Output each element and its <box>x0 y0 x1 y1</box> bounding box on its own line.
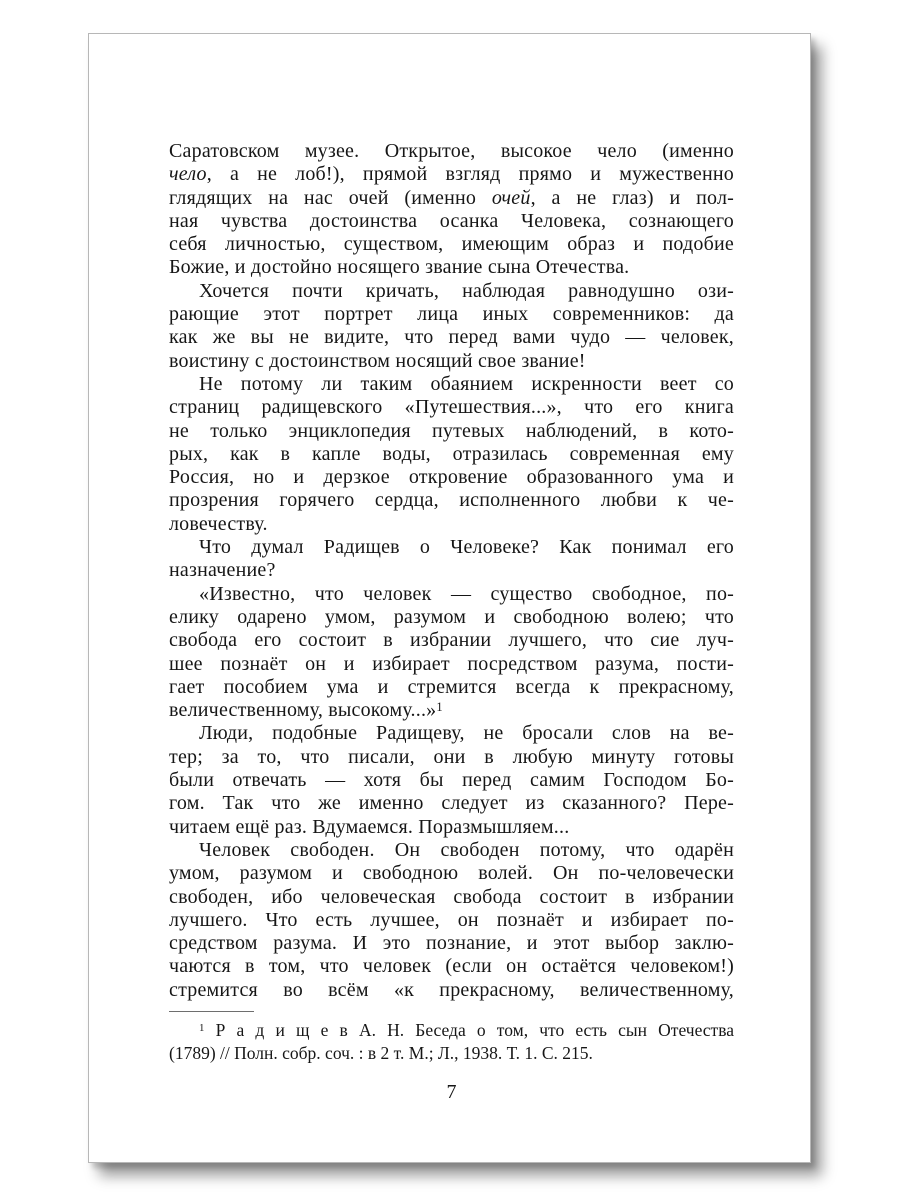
text-line: рающие этот портрет лица иных современников: да <box>169 303 734 326</box>
text-line: Не потому ли таким обаянием искренности веет со <box>199 372 734 395</box>
page-number: 7 <box>446 1080 457 1103</box>
text-line: рых, как в капле воды, отразилась современная ему <box>169 442 734 465</box>
text-line: «Известно, что человек — существо свободное, по- <box>199 582 734 605</box>
text-line: глядящих на нас очей (именно очей, а не глаз) и пол- <box>169 186 734 209</box>
text-line: тер; за то, что писали, они в любую минуту готовы <box>169 745 734 768</box>
footnote-text <box>169 1019 734 1065</box>
text-line: Человек свободен. Он свободен потому, что одарён <box>199 838 734 861</box>
text-line: Люди, подобные Радищеву, не бросали слов на ве- <box>199 722 734 745</box>
text-line: прозрения горячего сердца, исполненного любви к че- <box>169 489 734 512</box>
body-text <box>169 140 734 1002</box>
text-line: умом, разумом и свободною волей. Он по-человечески <box>169 862 734 885</box>
text-line: не только энциклопедия путевых наблюдений, в кото- <box>169 419 734 442</box>
text-line: ная чувства достоинства осанка Человека, сознающего <box>169 209 734 232</box>
text-line: лучшего. Что есть лучшее, он познаёт и избирает по- <box>169 908 734 931</box>
text-line: Саратовском музее. Открытое, высокое чело (именно <box>169 140 734 162</box>
text-line: $^1$ Р а д и щ е в А. Н. Беседа о том, что есть сын Отечества <box>199 1019 734 1040</box>
text-line: свобода его состоит в избрании лучшего, что сие луч- <box>169 629 734 652</box>
text-line: елику одарено умом, разумом и свободною волею; что <box>169 605 734 628</box>
text-line: были отвечать — хотя бы перед самим Господом Бо- <box>169 769 734 792</box>
text-line: чаются в том, что человек (если он остаётся человеком!) <box>169 955 734 978</box>
text-line: (1789) // Полн. собр. соч. : в 2 т. М.; Л., 1938. Т. 1. С. 215. <box>169 1042 593 1063</box>
text-line: как же вы не видите, что перед вами чудо — человек, <box>169 326 734 349</box>
text-line: гом. Так что же именно следует из сказанного? Пере- <box>169 792 734 815</box>
text-line: свободен, ибо человеческая свобода состоит в избрании <box>169 885 734 908</box>
text-line: средством разума. И это познание, и этот выбор заклю- <box>169 932 734 955</box>
text-line: назначение? <box>169 559 276 582</box>
text-line: Божие, и достойно носящего звание сына Отечества. <box>169 256 630 279</box>
text-line: чело, а не лоб!), прямой взгляд прямо и мужественно <box>169 163 734 186</box>
text-line: Россия, но и дерзкое откровение образованного ума и <box>169 466 734 489</box>
footnote <box>169 1011 734 1065</box>
text-line: читаем ещё раз. Вдумаемся. Поразмышляем... <box>169 815 570 838</box>
text-line: страниц радищевского «Путешествия...», что его книга <box>169 396 734 419</box>
text-line: себя личностью, существом, имеющим образ и подобие <box>169 233 734 256</box>
text-line: ловечеству. <box>169 512 268 535</box>
text-line: величественному, высокому...»$^1$ <box>169 699 443 722</box>
footnote-divider <box>169 1011 254 1012</box>
book-page <box>88 33 811 1163</box>
text-line: Что думал Радищев о Человеке? Как понимал его <box>199 536 734 559</box>
text-line: воистину с достоинством носящий свое звание! <box>169 349 586 372</box>
text-line: гает пособием ума и стремится всегда к прекрасному, <box>169 675 734 698</box>
text-line: стремится во всём «к прекрасному, величественному, <box>169 978 734 1001</box>
text-line: шее познаёт он и избирает посредством разума, пости- <box>169 652 734 675</box>
content-column <box>169 140 734 1104</box>
text-line: Хочется почти кричать, наблюдая равнодушно ози- <box>199 279 734 302</box>
